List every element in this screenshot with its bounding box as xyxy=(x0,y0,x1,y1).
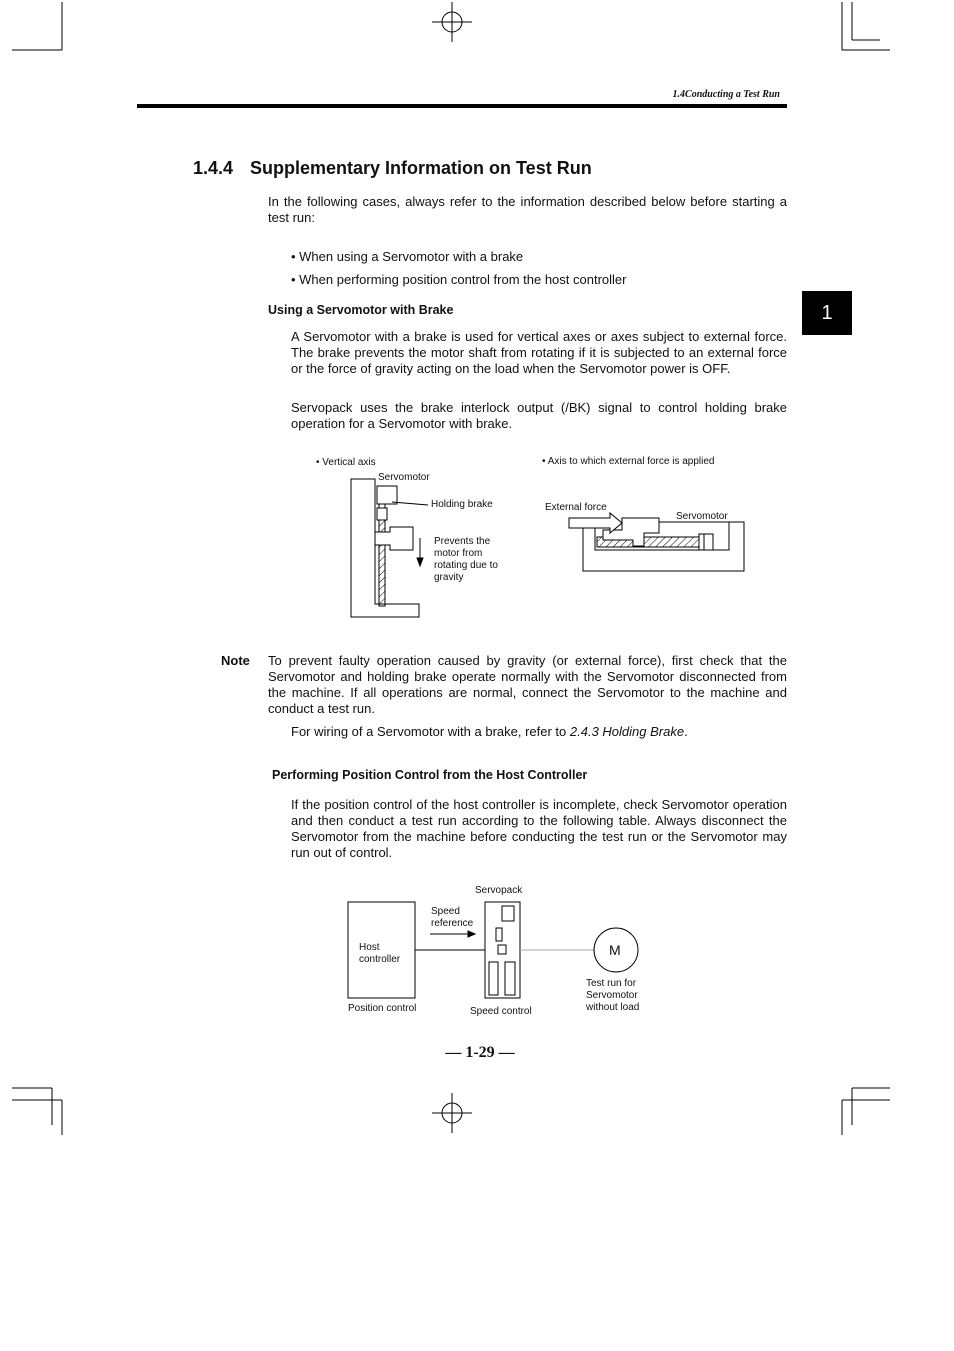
bullet-brake: • When using a Servomotor with a brake xyxy=(291,249,524,264)
holding-brake-label: Holding brake xyxy=(431,499,493,510)
external-force-label: External force xyxy=(545,502,607,513)
intro-paragraph: In the following cases, always refer to the information described below before starting a test run: xyxy=(268,194,787,225)
wiring-reference: For wiring of a Servomotor with a brake, refer to 2.4.3 Holding Brake. xyxy=(291,724,688,739)
section-title-text: Supplementary Information on Test Run xyxy=(250,158,592,178)
servomotor-left-label: Servomotor xyxy=(378,472,430,483)
position-control-label: Position control xyxy=(348,1003,417,1014)
position-heading: Performing Position Control from the Host Controller xyxy=(272,768,588,782)
brake-paragraph-1: A Servomotor with a brake is used for vertical axes or axes subject to external force. The brake prevents the motor shaft from rotating if it is subjected to an external force or the force of gravity acting on the load when the Servomotor power is OFF. xyxy=(291,329,787,376)
bullet-position: • When performing position control from the host controller xyxy=(291,272,627,287)
running-head: 1.4Conducting a Test Run xyxy=(672,89,780,100)
speed-reference-arrow-head xyxy=(468,931,475,937)
page-number: — 1-29 — xyxy=(445,1044,515,1061)
note-text: To prevent faulty operation caused by gravity (or external force), first check that the Servomotor and holding brake operate normally with the Servomotor disconnected from the machine. If all operations are normal, connect the Servomotor to the machine and conduct a test run. xyxy=(268,653,787,716)
holding-brake-link[interactable]: 2.4.3 Holding Brake xyxy=(569,724,685,739)
prevents-label: Prevents the motor from rotating due to gravity xyxy=(434,536,498,583)
host-controller-label: Host controller xyxy=(359,942,401,965)
position-paragraph: If the position control of the host controller is incomplete, check Servomotor operation and then conduct a test run according to the following table. Always disconnect the Servomotor from the machine before conducting the test run or the Servomotor may run out of control. xyxy=(291,797,787,860)
chapter-tab: 1 xyxy=(802,291,852,335)
speed-reference-label: Speed reference xyxy=(431,906,474,929)
brake-paragraph-2: Servopack uses the brake interlock output (/BK) signal to control holding brake operation for a Servomotor with brake. xyxy=(291,400,787,431)
test-run-label: Test run for Servomotor without load xyxy=(586,978,640,1013)
external-axis-label: • Axis to which external force is applied xyxy=(542,456,715,467)
servomotor-right-label: Servomotor xyxy=(676,511,728,522)
motor-letter: M xyxy=(609,942,621,958)
vertical-axis-label: • Vertical axis xyxy=(316,457,376,468)
servopack-label: Servopack xyxy=(475,885,523,896)
brake-heading: Using a Servomotor with Brake xyxy=(268,303,454,317)
speed-control-label: Speed control xyxy=(470,1006,532,1017)
note-label: Note xyxy=(221,653,250,668)
section-number: 1.4.4 xyxy=(193,158,234,178)
